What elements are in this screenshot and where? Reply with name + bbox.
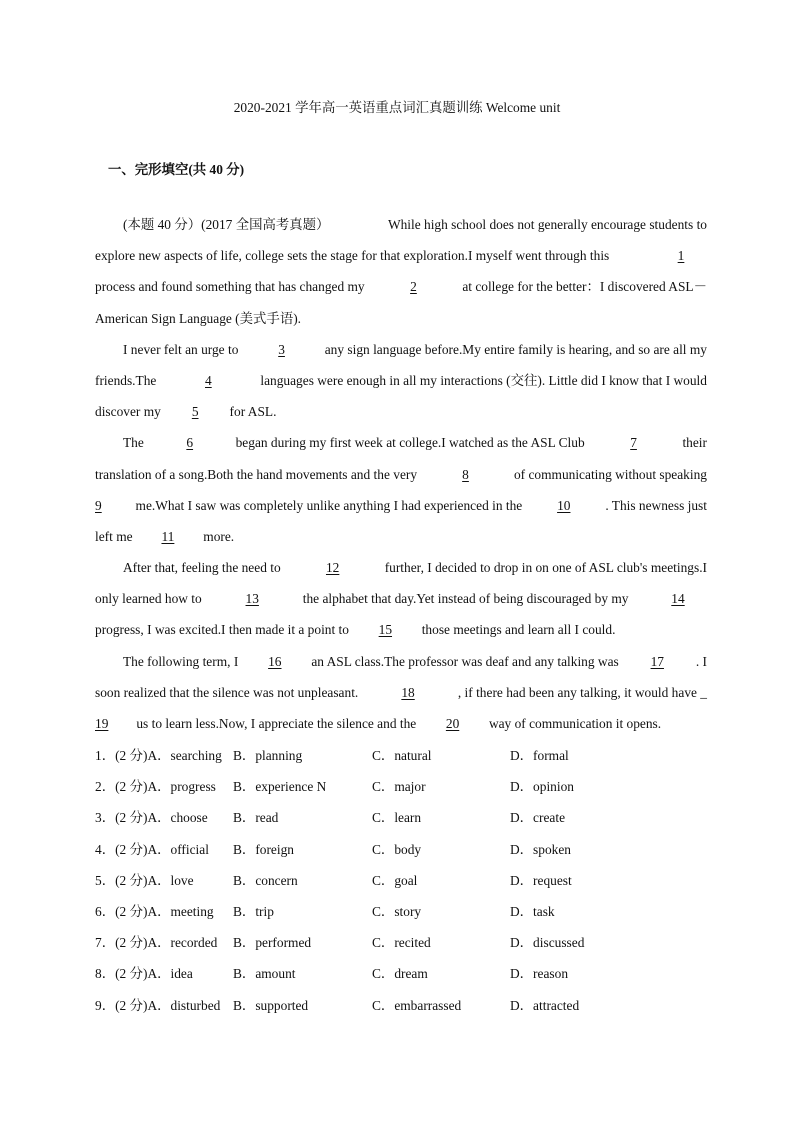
passage-text: those meetings and learn all I could. [421,622,616,638]
passage-line [95,334,707,365]
blank-8[interactable]: 8 [462,466,469,482]
option-d[interactable]: D．opinion [510,779,574,795]
passage-text: languages were enough in all my interactions (交往). Little did I know that I would [260,372,707,388]
passage-line [95,271,707,302]
option-c[interactable]: C．recited [372,935,431,951]
option-c[interactable]: C．embarrassed [372,997,462,1013]
passage-line [95,490,707,521]
option-a[interactable]: 6．(2 分)A．meeting [95,903,214,919]
passage-line [95,303,707,334]
passage-text: their [682,435,707,451]
passage-text: further, I decided to drop in on one of ASL club's meetings.I [384,560,707,576]
passage-text: process and found something that has changed my [95,279,365,295]
option-b[interactable]: B．amount [233,966,296,982]
passage-line [95,209,707,240]
blank-13[interactable]: 13 [245,591,259,607]
passage-text: more. [203,528,235,544]
passage-text: friends.The [95,372,157,388]
blank-7[interactable]: 7 [630,435,637,451]
option-a[interactable]: 7．(2 分)A．recorded [95,935,218,951]
blank-17[interactable]: 17 [650,653,664,669]
option-d[interactable]: D．reason [510,966,569,982]
document-title: 2020-2021 学年高一英语重点词汇真题训练 Welcome unit [233,100,561,115]
passage-text: the alphabet that day.Yet instead of being discouraged by my [302,591,629,607]
passage-intro: (本题 40 分）(2017 全国高考真题） [123,217,330,232]
option-d[interactable]: D．discussed [510,935,585,951]
option-a[interactable]: 1．(2 分)A．searching [95,748,222,763]
passage-text: an ASL class.The professor was deaf and any talking was [311,653,619,669]
option-c[interactable]: C．story [372,903,422,919]
blank-20[interactable]: 20 [445,716,460,731]
passage-text: American Sign Language (美式手语). [95,310,302,326]
passage-text: only learned how to [95,591,202,607]
blank-18[interactable]: 18 [401,684,415,700]
passage-text: way of communication it opens. [488,716,662,731]
option-b[interactable]: B．supported [233,997,309,1013]
passage-line [95,240,707,271]
option-d[interactable]: D．attracted [510,997,580,1013]
passage-text: began during my first week at college.I watched as the ASL Club [235,435,585,451]
option-b[interactable]: B．experience N [233,779,327,795]
option-a[interactable]: 2．(2 分)A．progress [95,779,216,795]
option-c[interactable]: C．natural [372,748,432,763]
option-a[interactable]: 4．(2 分)A．official [95,841,209,857]
blank-12[interactable]: 12 [325,560,340,576]
passage-text: progress, I was excited.I then made it a point to [95,622,349,638]
passage-text: While high school does not generally encourage students to [387,217,707,232]
option-c[interactable]: C．body [372,841,422,857]
blank-1[interactable]: 1 [677,248,685,264]
passage-text: explore new aspects of life, college sets the stage for that exploration.I myself went through this [95,248,610,264]
passage-text: for ASL. [229,404,277,420]
option-d[interactable]: D．formal [510,748,569,763]
option-a[interactable]: 8．(2 分)A．idea [95,966,193,982]
passage-text: us to learn less.Now, I appreciate the silence and the [136,716,417,731]
passage-line [95,396,707,427]
passage-line [95,552,707,583]
option-d[interactable]: D．spoken [510,841,571,857]
passage-line [95,459,707,490]
blank-6[interactable]: 6 [186,435,194,451]
blank-2[interactable]: 2 [410,279,417,295]
passage-text: any sign language before.My entire family is hearing, and so are all my [324,341,707,357]
option-b[interactable]: B．performed [233,935,312,951]
passage-line [95,614,707,645]
blank-3[interactable]: 3 [278,341,285,357]
option-d[interactable]: D．create [510,810,566,826]
passage-line [95,583,707,614]
option-d[interactable]: D．request [510,872,572,888]
option-c[interactable]: C．goal [372,872,418,888]
passage-line [95,708,707,739]
passage-line [95,427,707,458]
passage-text: . This newness just [605,497,707,513]
blank-15[interactable]: 15 [378,622,393,638]
option-a[interactable]: 5．(2 分)A．love [95,872,194,888]
passage-text: I never felt an urge to [123,341,239,357]
option-b[interactable]: B．read [233,810,279,826]
passage-text: After that, feeling the need to [123,560,281,576]
cloze-passage [95,209,707,739]
section-heading: 一、完形填空(共 40 分) [108,162,245,177]
option-c[interactable]: C．dream [372,966,428,982]
passage-text: at college for the better：I discovered ASL－ [462,279,707,295]
passage-text: The following term, I [123,653,239,669]
option-c[interactable]: C．learn [372,810,422,826]
passage-text: The [123,435,144,451]
option-b[interactable]: B．foreign [233,841,294,857]
passage-line [95,365,707,396]
option-b[interactable]: B．planning [233,748,303,763]
passage-line [95,646,707,677]
passage-text: me.What I saw was completely unlike anything I had experienced in the [135,497,523,513]
passage-line [95,521,707,552]
option-d[interactable]: D．task [510,903,555,919]
passage-text: translation of a song.Both the hand movements and the very [95,466,418,482]
blank-4[interactable]: 4 [205,372,212,388]
blank-11[interactable]: 11 [161,528,175,544]
blank-5[interactable]: 5 [191,404,199,420]
blank-9[interactable]: 9 [95,497,102,513]
option-b[interactable]: B．trip [233,903,274,919]
option-a[interactable]: 3．(2 分)A．choose [95,810,208,826]
passage-text: left me [95,528,133,544]
blank-16[interactable]: 16 [268,653,282,669]
passage-text: soon realized that the silence was not unpleasant. [95,684,359,700]
blank-19[interactable]: 19 [95,716,109,731]
passage-text: , if there had been any talking, it would have _ [457,684,707,700]
option-a[interactable]: 9．(2 分)A．disturbed [95,997,221,1013]
passage-line [95,677,707,708]
passage-text: discover my [95,404,161,420]
blank-14[interactable]: 14 [671,591,685,607]
passage-text: . I [695,653,707,669]
option-c[interactable]: C．major [372,779,426,795]
passage-text: of communicating without speaking [513,466,707,482]
option-b[interactable]: B．concern [233,872,298,888]
blank-10[interactable]: 10 [557,497,571,513]
